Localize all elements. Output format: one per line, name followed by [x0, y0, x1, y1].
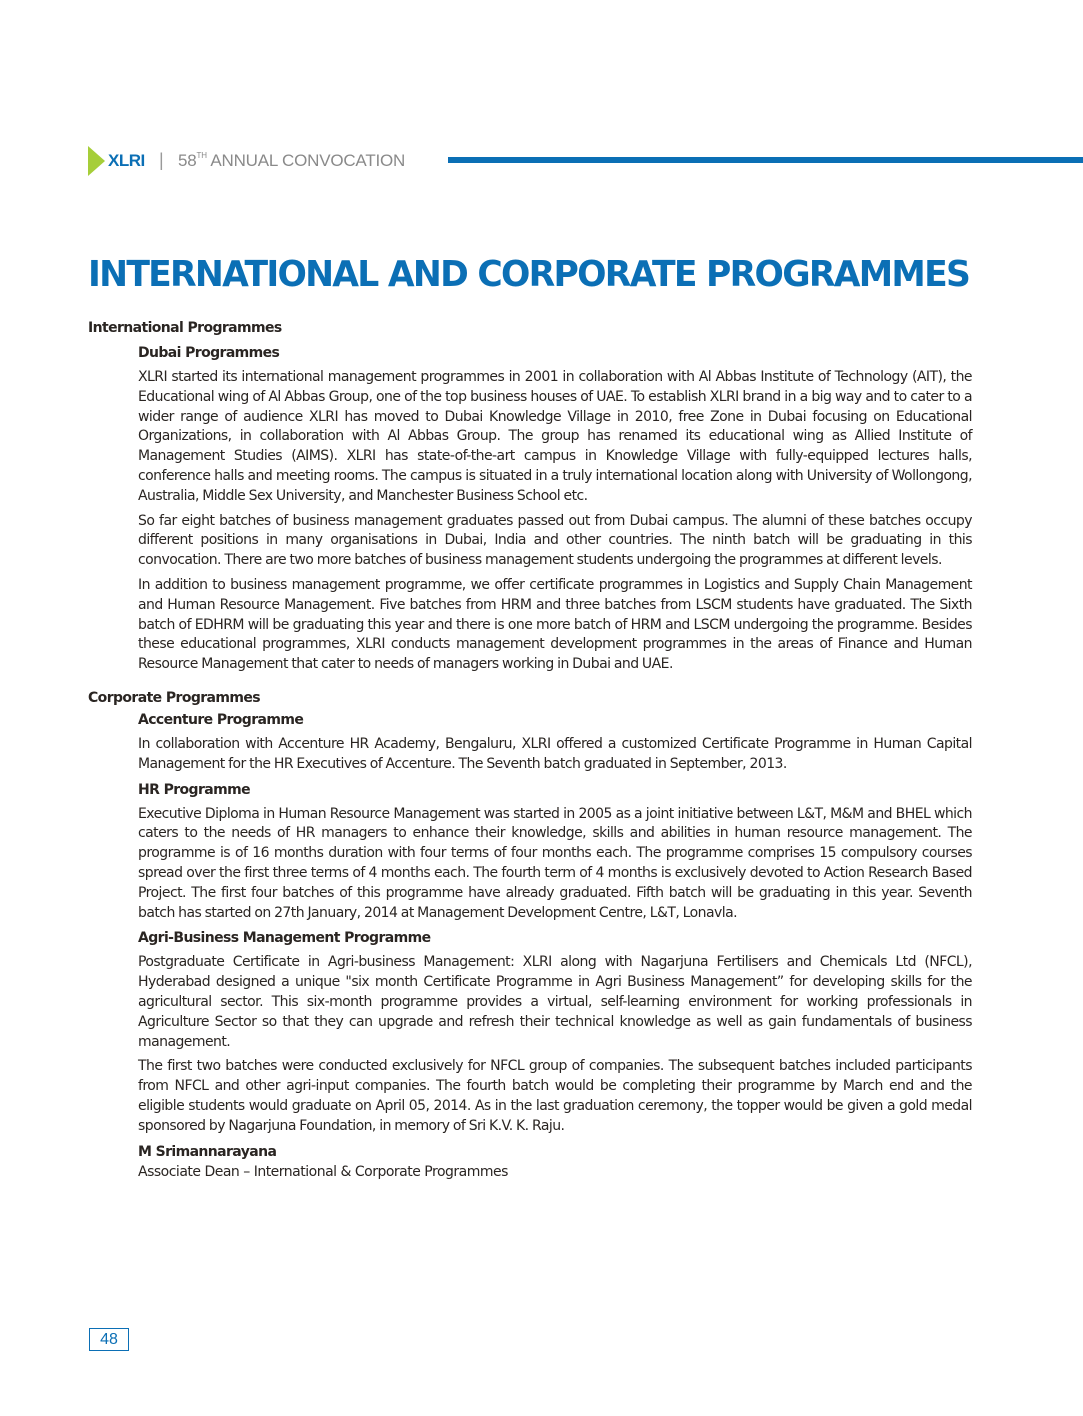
- subsection-heading-accenture: Accenture Programme: [138, 711, 304, 728]
- header-separator: |: [159, 150, 164, 170]
- paragraph: The first two batches were conducted exclusively for NFCL group of companies. The subsequent batches included participants from NFCL and other agri-input companies. The fourth batch would be completing their programme by March end and the eligible students would graduate on April 05, 2014. As in the last graduation ceremony, the topper would be given a gold medal sponsored by Nagarjuna Foundation, in memory of Sri K.V. K. Raju.: [138, 1058, 972, 1134]
- paragraph: So far eight batches of business management graduates passed out from Dubai campus. The alumni of these batches occupy different positions in many organisations in Dubai, India and other countries. The ninth batch will be graduating in this convocation. There are two more batches of business management students undergoing the programmes at different levels.: [138, 512, 972, 569]
- subsection-heading-agri: Agri-Business Management Programme: [138, 930, 431, 947]
- document-body: [88, 318, 972, 1182]
- signature-role: Associate Dean – International & Corporate Programmes: [138, 1163, 508, 1180]
- page-header: [88, 146, 1083, 176]
- convocation-text: ANNUAL CONVOCATION: [206, 151, 406, 170]
- paragraph: XLRI started its international management programmes in 2001 in collaboration with Al Abbas Institute of Technology (AIT), the Educational wing of Al Abbas Group, one of the top business houses of UAE. To establish XLRI brand in a big way and to cater to a wider range of audience XLRI has moved to Dubai Knowledge Village in 2010, free Zone in Dubai focusing on Educational Organizations, in collaboration with Al Abbas Group. The group has renamed its educational wing as Allied Institute of Management Studies (AIMS). XLRI has state-of-the-art campus in Knowledge Village with fully-equipped lectures halls, conference halls and meeting rooms. The campus is situated in a truly international location along with University of Wollongong, Australia, Middle Sex University, and Manchester Business School etc.: [138, 369, 972, 504]
- paragraph: Executive Diploma in Human Resource Management was started in 2005 as a joint initiative between L&T, M&M and BHEL which caters to the needs of HR managers to enhance their knowledge, skills and abilities in human resource management. The programme is of 16 months duration with four terms of four months each. The programme comprises 15 compulsory courses spread over the first three terms of 4 months each. The fourth term of 4 months is exclusively devoted to Action Research Based Project. The first four batches of this programme have already graduated. Fifth batch will be graduating in this year. Seventh batch has started on 27th January, 2014 at Management Development Centre, L&T, Lonavla.: [138, 805, 972, 921]
- paragraph: In addition to business management programme, we offer certificate programmes in Logistics and Supply Chain Management and Human Resource Management. Five batches from HRM and three batches from LSCM students have graduated. The Sixth batch of EDHRM will be graduating this year and there is one more batch of HRM and LSCM undergoing the programme. Besides these educational programmes, XLRI conducts management development programmes in the areas of Finance and Human Resource Management that cater to needs of managers working in Dubai and UAE.: [138, 576, 972, 673]
- page-number: 48: [89, 1328, 129, 1351]
- page-title: INTERNATIONAL AND CORPORATE PROGRAMMES: [88, 254, 970, 295]
- section-heading-international: International Programmes: [88, 320, 282, 336]
- paragraph: Postgraduate Certificate in Agri-business Management: XLRI along with Nagarjuna Fertilisers and Chemicals Ltd (NFCL), Hyderabad designed a unique "six month Certificate Programme in Agri Business Management” for developing skills for the agricultural sector. This six-month programme provides a virtual, self-learning environment for working professionals in Agriculture Sector so that they can upgrade and refresh their technical knowledge as well as gain fundamentals of business management.: [138, 954, 972, 1050]
- subsection-heading-hr: HR Programme: [138, 781, 250, 798]
- subsection-heading-dubai: Dubai Programmes: [138, 345, 280, 361]
- convocation-suffix: TH: [196, 151, 207, 160]
- header-rule: [448, 157, 1083, 163]
- paragraph: In collaboration with Accenture HR Academy, Bengaluru, XLRI offered a customized Certificate Programme in Human Capital Management for the HR Executives of Accenture. The Seventh batch graduated in September, 2013.: [138, 735, 972, 772]
- signature-name: M Srimannarayana: [138, 1143, 277, 1160]
- section-heading-corporate: Corporate Programmes: [88, 689, 261, 706]
- brand-logo: XLRI: [108, 151, 145, 170]
- convocation-number: 58: [178, 151, 197, 170]
- convocation-label: [178, 151, 405, 171]
- arrow-icon: [88, 146, 105, 176]
